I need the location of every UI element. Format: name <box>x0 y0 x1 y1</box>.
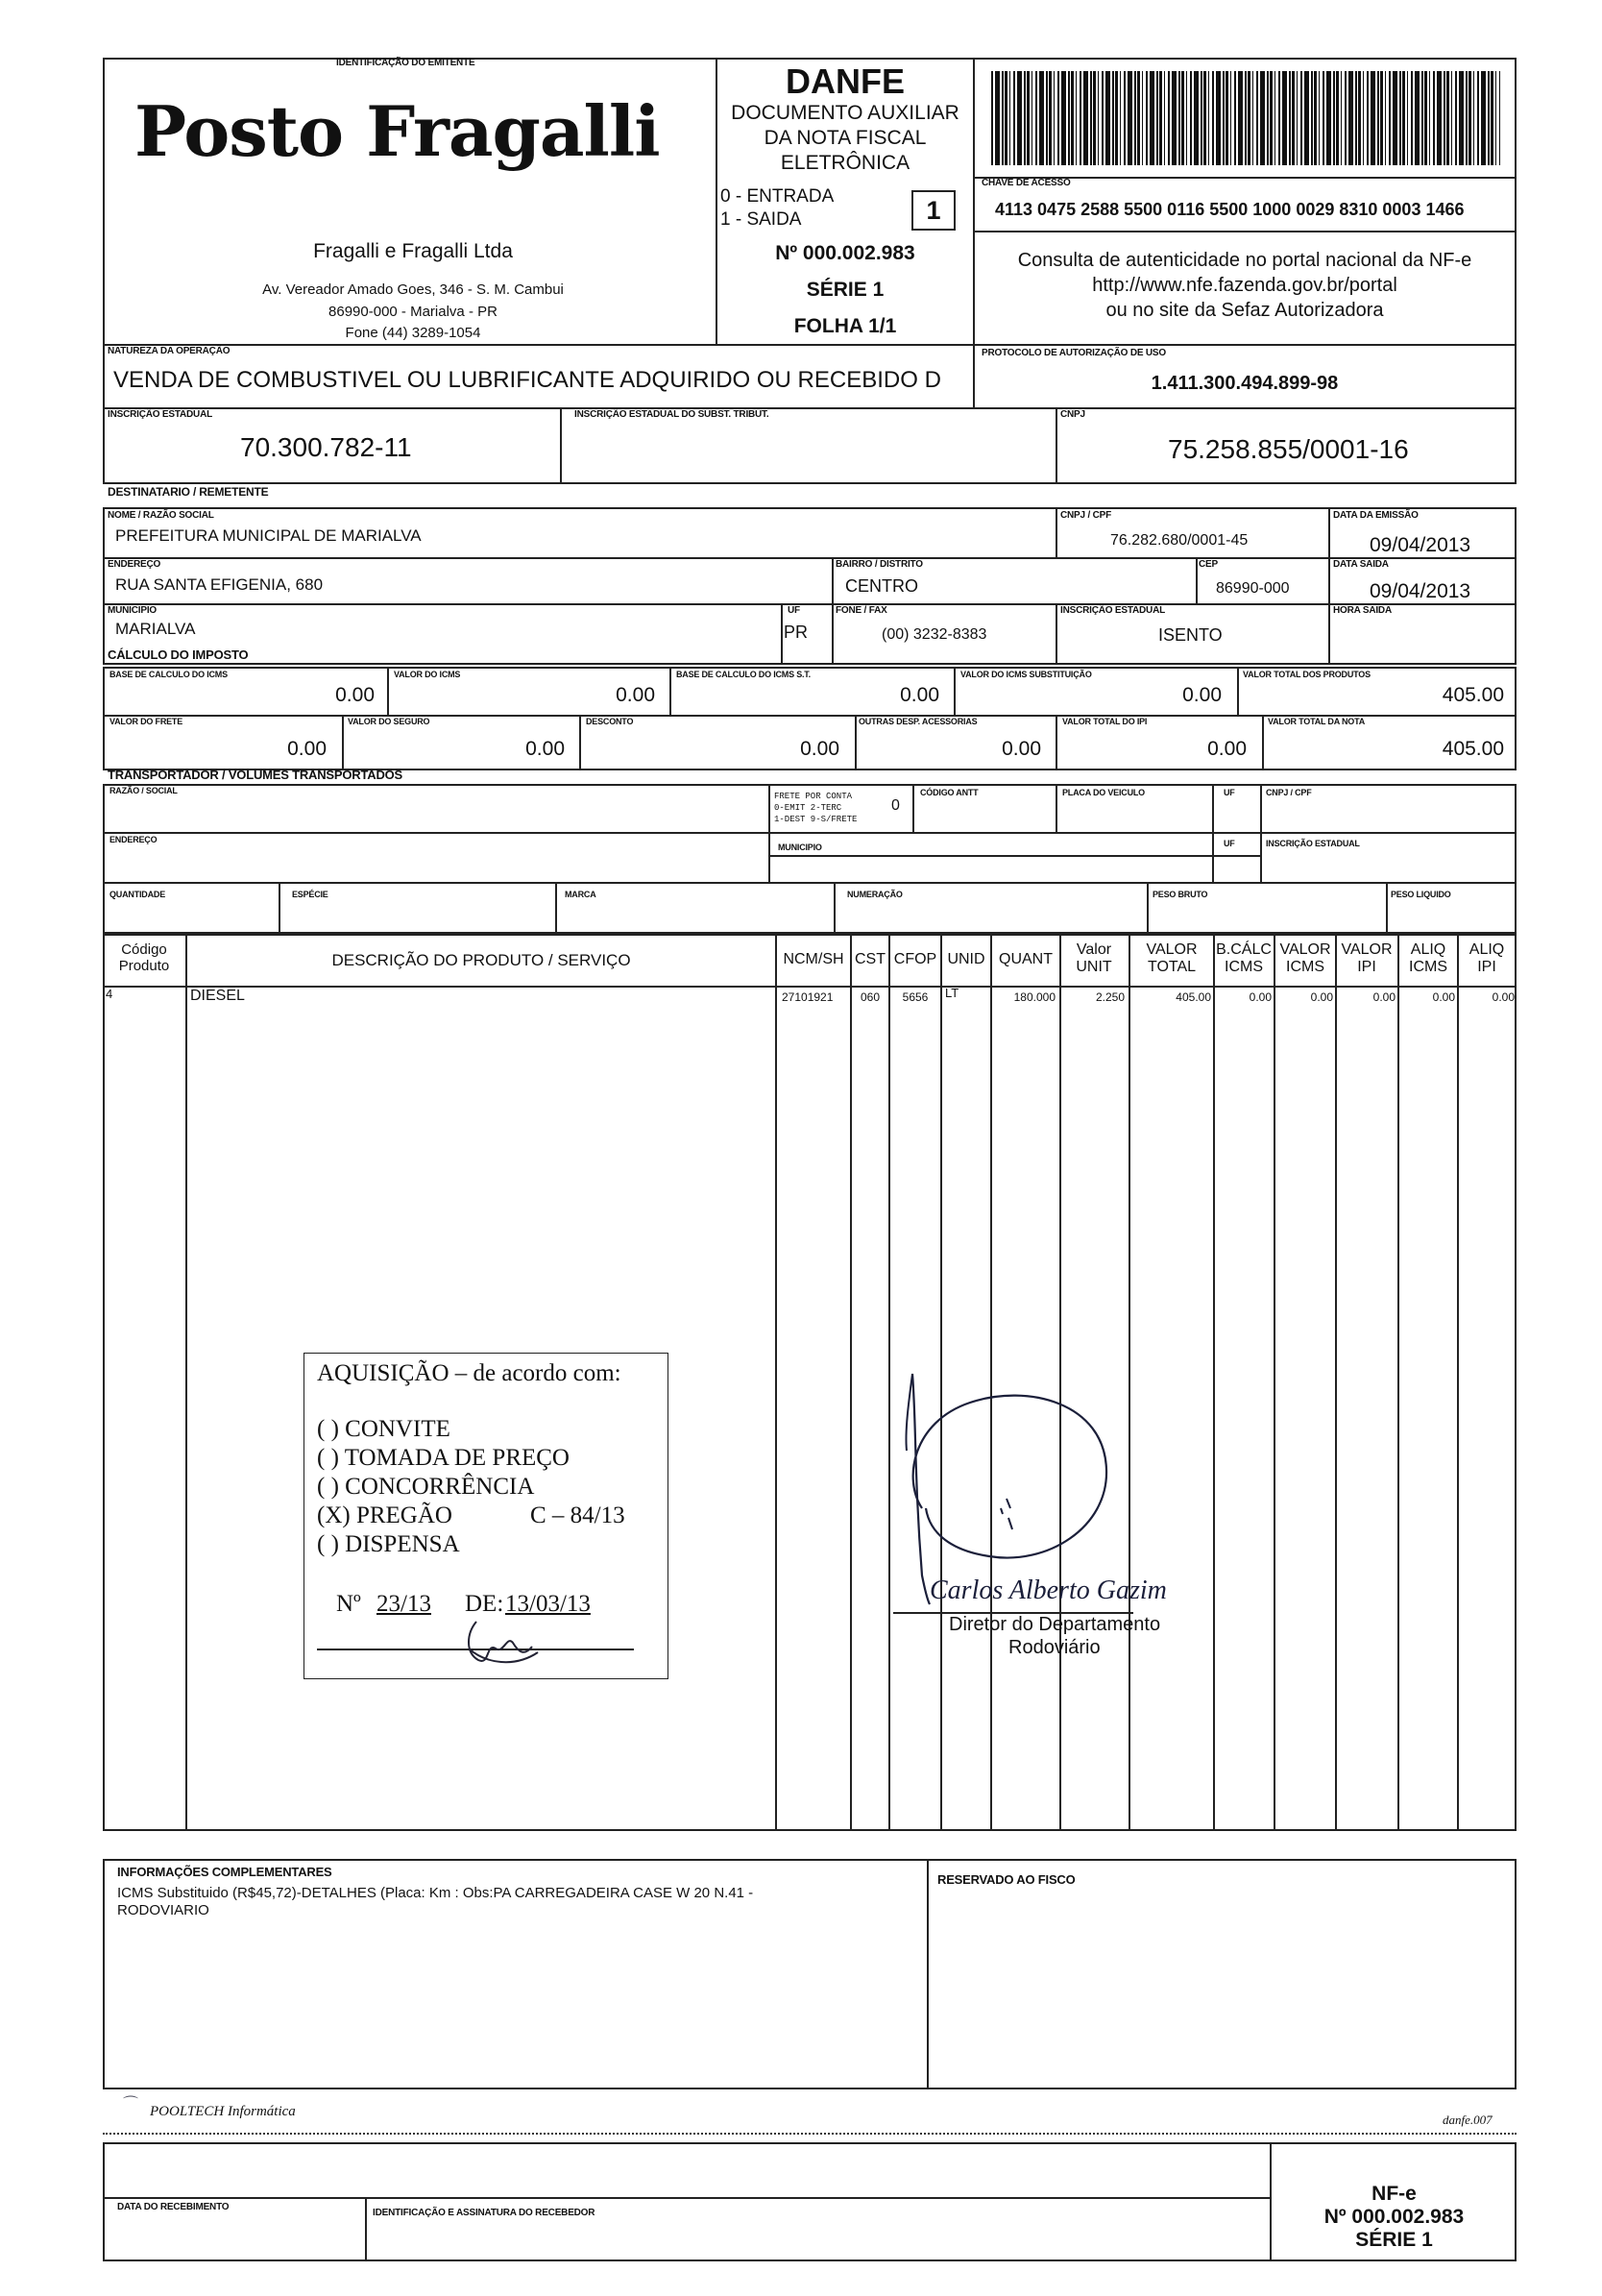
outras-label: OUTRAS DESP. ACESSORIAS <box>859 717 978 726</box>
tr-v-9 <box>1147 882 1149 934</box>
td-vicms: 0.00 <box>1310 990 1333 1004</box>
quantidade-label: QUANTIDADE <box>109 890 165 899</box>
info-text-2: RODOVIARIO <box>117 1902 209 1918</box>
frete-conta-3: 1-DEST 9-S/FRETE <box>774 815 858 824</box>
dest-vline-5 <box>781 603 783 665</box>
total-nota-value: 405.00 <box>1442 738 1504 760</box>
imp-r2-v3 <box>855 715 857 770</box>
tr-uf2-label: UF <box>1224 839 1235 848</box>
dest-nome-label: NOME / RAZÃO SOCIAL <box>108 510 214 521</box>
footer-code: danfe.007 <box>1443 2113 1493 2127</box>
seguro-value: 0.00 <box>525 738 565 760</box>
peso-liquido-label: PESO LIQUIDO <box>1391 890 1451 899</box>
dest-endereco-value: RUA SANTA EFIGENIA, 680 <box>115 575 324 594</box>
td-vipi: 0.00 <box>1372 990 1396 1004</box>
dest-vline-7 <box>1056 603 1057 665</box>
tr-v-1 <box>768 784 770 884</box>
seguro-label: VALOR DO SEGURO <box>348 717 430 726</box>
tr-v-10 <box>1386 882 1388 934</box>
tr-uf-label: UF <box>1224 788 1235 797</box>
chave-value: 4113 0475 2588 5500 0116 5500 1000 0029 8310 0003 1466 <box>995 200 1465 219</box>
company-name: Fragalli e Fragalli Ltda <box>313 240 513 262</box>
dest-saida-value: 09/04/2013 <box>1370 580 1471 602</box>
canhoto-nfe: NF-e <box>1371 2183 1417 2205</box>
dest-hora-label: HORA SAIDA <box>1333 605 1392 616</box>
td-cfop: 5656 <box>902 990 929 1004</box>
stamp-opt-convite: ( ) CONVITE <box>317 1416 450 1442</box>
tr-v-4 <box>1212 784 1214 884</box>
tr-cnpj-label: CNPJ / CPF <box>1266 788 1312 797</box>
dest-vline-6 <box>832 603 834 665</box>
tr-hline-1 <box>103 832 1517 834</box>
company-address-3: Fone (44) 3289-1054 <box>345 325 481 341</box>
ipi-value: 0.00 <box>1207 738 1247 760</box>
tr-municipio-label: MUNICIPIO <box>778 843 822 852</box>
natureza-label: NATUREZA DA OPERAÇÃO <box>108 346 231 356</box>
outras-value: 0.00 <box>1002 738 1041 760</box>
dest-saida-label: DATA SAIDA <box>1333 559 1389 570</box>
frete-conta-value: 0 <box>891 797 900 814</box>
chave-label: CHAVE DE ACESSO <box>982 178 1071 188</box>
ie-value: 70.300.782-11 <box>240 432 412 462</box>
td-vunit: 2.250 <box>1095 990 1125 1004</box>
dest-uf-label: UF <box>788 605 800 616</box>
stamp-pregao-ref: C – 84/13 <box>530 1502 625 1528</box>
th-vicms: VALOR ICMS <box>1279 941 1331 976</box>
dest-cep-label: CEP <box>1199 559 1218 570</box>
danfe-numero: Nº 000.002.983 <box>775 242 915 264</box>
dest-emissao-label: DATA DA EMISSÃO <box>1333 510 1419 521</box>
tr-endereco-label: ENDEREÇO <box>109 835 158 844</box>
col-line-13 <box>1457 934 1459 1831</box>
valor-st-value: 0.00 <box>1182 684 1222 706</box>
col-line-10 <box>1274 934 1275 1831</box>
td-quant: 180.000 <box>1013 990 1056 1004</box>
dest-municipio-label: MUNICIPIO <box>108 605 157 616</box>
dest-hline-2 <box>103 603 1517 605</box>
stamp-data: 13/03/13 <box>505 1591 591 1617</box>
th-vunit: Valor UNIT <box>1076 941 1112 976</box>
tr-v-5 <box>1260 784 1262 884</box>
dest-fone-value: (00) 3232-8383 <box>882 626 987 643</box>
canhoto-assinatura-label: IDENTIFICAÇÃO E ASSINATURA DO RECEBEDOR <box>373 2208 595 2218</box>
imp-r1-v1 <box>387 667 389 717</box>
canhoto-vline-1 <box>365 2197 367 2261</box>
frete-conta-1: FRETE POR CONTA <box>774 792 853 801</box>
protocolo-value: 1.411.300.494.899-98 <box>1151 373 1339 394</box>
placa-label: PLACA DO VEICULO <box>1062 788 1145 797</box>
stamp-numero: 23/13 <box>376 1591 431 1617</box>
td-descricao: DIESEL <box>190 988 245 1004</box>
th-vtotal: VALOR TOTAL <box>1146 941 1198 976</box>
ie-label: INSCRIÇÃO ESTADUAL <box>108 409 212 420</box>
tr-hline-3 <box>103 882 1517 884</box>
company-address-2: 86990-000 - Marialva - PR <box>328 304 498 320</box>
imp-r1-v2 <box>669 667 671 717</box>
dest-vline-2 <box>1328 507 1330 665</box>
danfe-tipo-box: 1 <box>911 190 956 231</box>
desconto-label: DESCONTO <box>586 717 634 726</box>
dest-emissao-value: 09/04/2013 <box>1370 534 1471 556</box>
numeracao-label: NUMERAÇÃO <box>847 890 903 899</box>
danfe-subtitle-3: ELETRÔNICA <box>780 152 910 174</box>
emitter-section-label: IDENTIFICAÇÃO DO EMITENTE <box>336 58 475 68</box>
stamp-opt-dispensa: ( ) DISPENSA <box>317 1531 460 1557</box>
marca-label: MARCA <box>565 890 596 899</box>
frete-value: 0.00 <box>287 738 327 760</box>
td-codigo: 4 <box>106 987 113 1001</box>
valor-icms-value: 0.00 <box>616 684 655 706</box>
frete-label: VALOR DO FRETE <box>109 717 183 726</box>
company-address-1: Av. Vereador Amado Goes, 346 - S. M. Cambui <box>262 281 564 298</box>
dest-vline-4 <box>1196 557 1198 605</box>
destinatario-section: DESTINATARIO / REMETENTE <box>108 485 269 499</box>
peso-bruto-label: PESO BRUTO <box>1153 890 1208 899</box>
danfe-entrada: 0 - ENTRADA <box>720 186 835 207</box>
stamp-opt-concorrencia: ( ) CONCORRÊNCIA <box>317 1474 535 1500</box>
dest-cep-value: 86990-000 <box>1216 580 1290 597</box>
imposto-section: CÁLCULO DO IMPOSTO <box>108 647 249 662</box>
stamp-numero-prefix: Nº <box>336 1591 361 1617</box>
stamp-title: AQUISIÇÃO – de acordo com: <box>317 1360 621 1386</box>
dest-municipio-value: MARIALVA <box>115 620 196 638</box>
transportador-section: TRANSPORTADOR / VOLUMES TRANSPORTADOS <box>108 768 403 782</box>
dest-endereco-label: ENDEREÇO <box>108 559 161 570</box>
stamp-data-prefix: DE: <box>465 1591 504 1617</box>
danfe-title: DANFE <box>786 61 905 101</box>
col-line-8 <box>1129 934 1130 1831</box>
dest-cnpj-label: CNPJ / CPF <box>1060 510 1112 521</box>
barcode <box>991 71 1500 165</box>
canhoto-serie: SÉRIE 1 <box>1355 2229 1433 2251</box>
base-st-label: BASE DE CALCULO DO ICMS S.T. <box>676 670 811 679</box>
td-aicms: 0.00 <box>1432 990 1455 1004</box>
th-descricao: DESCRIÇÃO DO PRODUTO / SERVIÇO <box>331 951 631 969</box>
pooltech-icon: ⌒ <box>123 2096 139 2113</box>
th-unid: UNID <box>947 951 985 967</box>
total-nota-label: VALOR TOTAL DA NOTA <box>1268 717 1366 726</box>
col-line-1 <box>185 934 187 1831</box>
info-divider <box>927 1859 929 2089</box>
dest-hline-1 <box>103 557 1517 559</box>
consulta-line-2: http://www.nfe.fazenda.gov.br/portal <box>1092 275 1397 296</box>
emit-cnpj-label: CNPJ <box>1060 409 1085 420</box>
col-line-9 <box>1213 934 1215 1831</box>
base-icms-value: 0.00 <box>335 684 375 706</box>
natureza-value: VENDA DE COMBUSTIVEL OU LUBRIFICANTE ADQUIRIDO OU RECEBIDO D <box>113 367 941 393</box>
th-quant: QUANT <box>999 951 1053 967</box>
initials-scribble <box>457 1614 544 1672</box>
danfe-serie: SÉRIE 1 <box>806 279 885 301</box>
tr-v-6 <box>279 882 280 934</box>
danfe-folha: FOLHA 1/1 <box>793 315 897 337</box>
fisco-label: RESERVADO AO FISCO <box>937 1872 1076 1887</box>
td-vtotal: 405.00 <box>1176 990 1211 1004</box>
total-prod-value: 405.00 <box>1442 684 1504 706</box>
dest-bairro-label: BAIRRO / DISTRITO <box>836 559 923 570</box>
canhoto-data-label: DATA DO RECEBIMENTO <box>117 2202 230 2212</box>
dotted-cut-line <box>103 2133 1517 2135</box>
col-line-2 <box>775 934 777 1831</box>
base-icms-label: BASE DE CALCULO DO ICMS <box>109 670 228 679</box>
canhoto-hline <box>103 2197 1270 2199</box>
tr-hline-2 <box>768 855 1260 857</box>
valor-st-label: VALOR DO ICMS SUBSTITUIÇÃO <box>960 670 1092 679</box>
tr-v-8 <box>834 882 836 934</box>
danfe-saida: 1 - SAIDA <box>720 209 802 230</box>
th-ncm: NCM/SH <box>783 951 844 967</box>
protocolo-label: PROTOCOLO DE AUTORIZAÇÃO DE USO <box>982 348 1166 358</box>
consulta-line-1: Consulta de autenticidade no portal nacional da NF-e <box>1017 250 1472 271</box>
th-bcicms: B.CÁLC ICMS <box>1216 941 1272 976</box>
imp-r2-v5 <box>1262 715 1264 770</box>
ie-divider-1 <box>560 407 562 484</box>
ie-divider-2 <box>1056 407 1057 484</box>
stamp-opt-pregao: (X) PREGÃO <box>317 1502 452 1528</box>
th-cfop: CFOP <box>893 951 937 967</box>
frete-conta-2: 0-EMIT 2-TERC <box>774 803 842 813</box>
th-vipi: VALOR IPI <box>1341 941 1393 976</box>
imp-r1-v3 <box>954 667 956 717</box>
desconto-value: 0.00 <box>800 738 839 760</box>
danfe-subtitle-1: DOCUMENTO AUXILIAR <box>731 102 959 124</box>
tr-v-7 <box>555 882 557 934</box>
info-label: INFORMAÇÕES COMPLEMENTARES <box>117 1865 332 1879</box>
col-line-12 <box>1397 934 1399 1831</box>
tr-razao-label: RAZÃO / SOCIAL <box>109 786 178 795</box>
valor-icms-label: VALOR DO ICMS <box>394 670 461 679</box>
tr-v-3 <box>1056 784 1057 834</box>
base-st-value: 0.00 <box>900 684 939 706</box>
th-aicms: ALIQ ICMS <box>1409 941 1447 976</box>
signature-name: Carlos Alberto Gazim <box>930 1575 1167 1605</box>
imp-r2-v1 <box>342 715 344 770</box>
tr-v-2 <box>912 784 914 834</box>
td-aipi: 0.00 <box>1492 990 1515 1004</box>
canhoto-numero: Nº 000.002.983 <box>1323 2206 1465 2228</box>
dest-vline-1 <box>1056 507 1057 557</box>
dest-ie-value: ISENTO <box>1158 625 1223 645</box>
ipi-label: VALOR TOTAL DO IPI <box>1062 717 1148 726</box>
signature-role-1: Diretor do Departamento <box>949 1614 1161 1635</box>
td-cst: 060 <box>860 990 881 1004</box>
td-bcicms: 0.00 <box>1249 990 1272 1004</box>
col-line-11 <box>1335 934 1337 1831</box>
total-prod-label: VALOR TOTAL DOS PRODUTOS <box>1243 670 1371 679</box>
th-aipi: ALIQ IPI <box>1468 941 1505 976</box>
emit-cnpj-value: 75.258.855/0001-16 <box>1168 434 1409 464</box>
dest-vline-3 <box>832 557 834 605</box>
danfe-subtitle-2: DA NOTA FISCAL <box>764 127 927 149</box>
td-unid: LT <box>945 986 959 1000</box>
dest-cnpj-value: 76.282.680/0001-45 <box>1110 532 1249 549</box>
dest-nome-value: PREFEITURA MUNICIPAL DE MARIALVA <box>115 526 422 545</box>
col-line-3 <box>850 934 852 1831</box>
dest-fone-label: FONE / FAX <box>836 605 887 616</box>
dest-ie-label: INSCRIÇÃO ESTADUAL <box>1060 605 1165 616</box>
stamp-opt-tomada: ( ) TOMADA DE PREÇO <box>317 1445 570 1471</box>
td-ncm: 27101921 <box>782 990 834 1004</box>
tr-ie-label: INSCRIÇÃO ESTADUAL <box>1266 839 1360 848</box>
ie-st-label: INSCRIÇÃO ESTADUAL DO SUBST. TRIBUT. <box>574 409 769 420</box>
software-credit: POOLTECH Informática <box>150 2104 296 2119</box>
consulta-line-3: ou no site da Sefaz Autorizadora <box>1105 300 1384 321</box>
th-cst: CST <box>855 951 886 967</box>
th-codigo: Código Produto <box>118 941 170 975</box>
imp-r1-v4 <box>1237 667 1239 717</box>
imp-r2-v2 <box>579 715 581 770</box>
company-logo: Posto Fragalli <box>134 90 660 172</box>
especie-label: ESPÉCIE <box>292 890 328 899</box>
antt-label: CÓDIGO ANTT <box>920 788 979 797</box>
imp-r2-v4 <box>1056 715 1057 770</box>
dest-bairro-value: CENTRO <box>845 576 918 596</box>
chave-divider-2 <box>973 231 1517 232</box>
info-text-1: ICMS Substituido (R$45,72)-DETALHES (Placa: Km : Obs:PA CARREGADEIRA CASE W 20 N.41 - <box>117 1885 754 1901</box>
dest-uf-value: PR <box>784 623 809 642</box>
products-header-line <box>103 986 1517 988</box>
signature-role-2: Rodoviário <box>1008 1637 1101 1658</box>
